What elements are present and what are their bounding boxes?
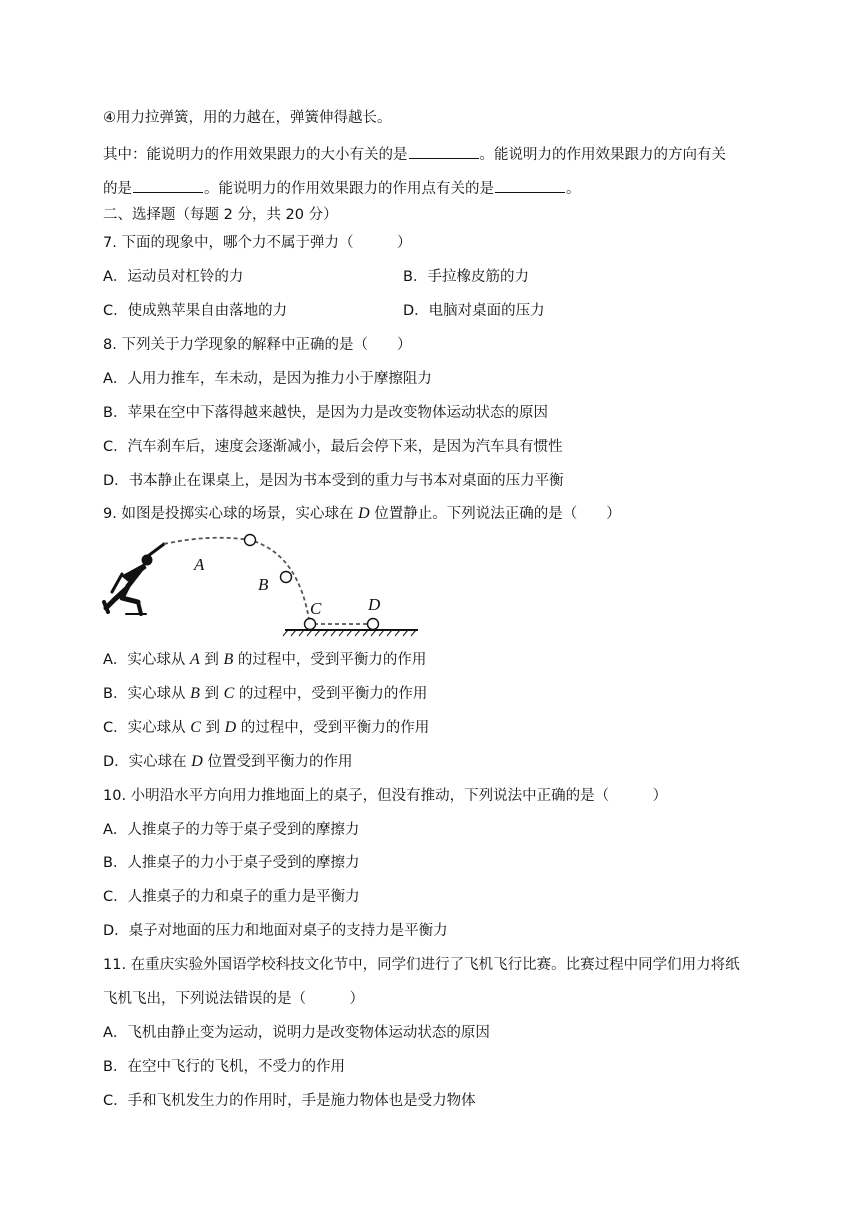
question-9-option-d[interactable] [103, 752, 352, 772]
q9-c-var-1: C [190, 719, 201, 736]
statement-4: ④用力拉弹簧，用的力越在，弹簧伸得越长。 [103, 110, 392, 126]
q9-b-text-3: 的过程中，受到平衡力的作用 [234, 686, 428, 702]
question-11-option-a[interactable]: A．飞机由静止变为运动，说明力是改变物体运动状态的原因 [103, 1025, 490, 1041]
ball-a [245, 535, 256, 546]
question-11-stem-line-2: 飞机飞出，下列说法错误的是（ ） [103, 991, 364, 1007]
question-7-option-a[interactable]: A．运动员对杠铃的力 [103, 269, 244, 285]
question-9-stem [103, 504, 621, 524]
q9-c-var-2: D [224, 719, 237, 736]
question-11-option-c[interactable]: C．手和飞机发生力的作用时，手是施力物体也是受力物体 [103, 1093, 476, 1109]
question-9-option-a[interactable] [103, 650, 426, 670]
ground [283, 630, 418, 636]
ball-b [281, 572, 292, 583]
question-10-stem: 10. 小明沿水平方向用力推地面上的桌子，但没有推动，下列说法中正确的是（ ） [103, 788, 668, 804]
label-b: B [258, 575, 269, 594]
question-7-option-d[interactable]: D．电脑对桌面的压力 [403, 303, 545, 319]
fill-text-5: 。 [566, 181, 581, 197]
question-8-option-b[interactable]: B．苹果在空中下落得越来越快，是因为力是改变物体运动状态的原因 [103, 405, 548, 421]
question-8-option-d[interactable]: D．书本静止在课桌上，是因为书本受到的重力与书本对桌面的压力平衡 [103, 473, 564, 489]
q9-c-text-1: C．实心球从 [103, 720, 191, 736]
question-8-option-a[interactable]: A．人用力推车，车未动，是因为推力小于摩擦阻力 [103, 371, 432, 387]
question-7-option-c[interactable]: C．使成熟苹果自由落地的力 [103, 303, 288, 319]
label-d: D [368, 595, 381, 614]
q9-a-text-2: 到 [199, 652, 224, 668]
label-c: C [310, 599, 322, 618]
fill-text-3: 的是 [103, 181, 132, 197]
shot-put-figure [100, 526, 430, 638]
q9-stem-text-b: 位置静止。下列说法正确的是（ ） [369, 506, 621, 522]
answer-blank-3[interactable] [495, 178, 565, 193]
q9-stem-text-a: 9. 如图是投掷实心球的场景，实心球在 [103, 506, 359, 522]
question-8-stem: 8. 下列关于力学现象的解释中正确的是（ ） [103, 337, 412, 353]
question-11-option-b[interactable]: B．在空中飞行的飞机，不受力的作用 [103, 1059, 345, 1075]
q9-d-text-1: D．实心球在 [103, 754, 192, 770]
fill-text-4: 。能说明力的作用效果跟力的作用点有关的是 [204, 181, 494, 197]
q9-a-var-1: A [190, 651, 200, 668]
athlete-figure [104, 544, 164, 614]
q9-b-var-2: C [223, 685, 235, 702]
answer-blank-2[interactable] [133, 178, 203, 193]
fill-in-line-1 [103, 144, 726, 165]
question-7-option-b[interactable]: B．手拉橡皮筋的力 [403, 269, 529, 285]
q9-a-var-2: B [223, 651, 234, 668]
question-9-option-b[interactable] [103, 684, 427, 704]
section-heading-choice: 二、选择题（每题 2 分，共 20 分） [103, 207, 338, 223]
q9-a-text-1: A．实心球从 [103, 652, 191, 668]
question-10-option-c[interactable]: C．人推桌子的力和桌子的重力是平衡力 [103, 889, 360, 905]
ball-d [368, 619, 379, 630]
question-10-option-b[interactable]: B．人推桌子的力小于桌子受到的摩擦力 [103, 855, 360, 871]
q9-c-text-3: 的过程中，受到平衡力的作用 [236, 720, 430, 736]
q9-c-text-2: 到 [200, 720, 225, 736]
q9-b-text-2: 到 [199, 686, 224, 702]
answer-blank-1[interactable] [409, 144, 479, 159]
q9-b-text-1: B．实心球从 [103, 686, 191, 702]
fill-in-line-2 [103, 178, 581, 199]
q9-b-var-1: B [190, 685, 200, 702]
q9-a-text-3: 的过程中，受到平衡力的作用 [233, 652, 427, 668]
fill-text-1: 其中：能说明力的作用效果跟力的大小有关的是 [103, 147, 408, 163]
q9-stem-var: D [358, 505, 370, 522]
question-7-stem: 7. 下面的现象中，哪个力不属于弹力（ ） [103, 235, 412, 251]
q9-d-var-1: D [191, 753, 203, 770]
label-a: A [194, 555, 205, 574]
question-9-option-c[interactable] [103, 718, 429, 738]
fill-text-2: 。能说明力的作用效果跟力的方向有关 [479, 147, 726, 163]
question-10-option-a[interactable]: A．人推桌子的力等于桌子受到的摩擦力 [103, 822, 360, 838]
question-8-option-c[interactable]: C．汽车刹车后，速度会逐渐减小，最后会停下来，是因为汽车具有惯性 [103, 439, 563, 455]
question-10-option-d[interactable]: D．桌子对地面的压力和地面对桌子的支持力是平衡力 [103, 923, 448, 939]
ball-c [305, 619, 316, 630]
q9-d-text-2: 位置受到平衡力的作用 [202, 754, 353, 770]
question-11-stem-line-1: 11. 在重庆实验外国语学校科技文化节中，同学们进行了飞机飞行比赛。比赛过程中同学们用力将纸 [103, 957, 740, 973]
